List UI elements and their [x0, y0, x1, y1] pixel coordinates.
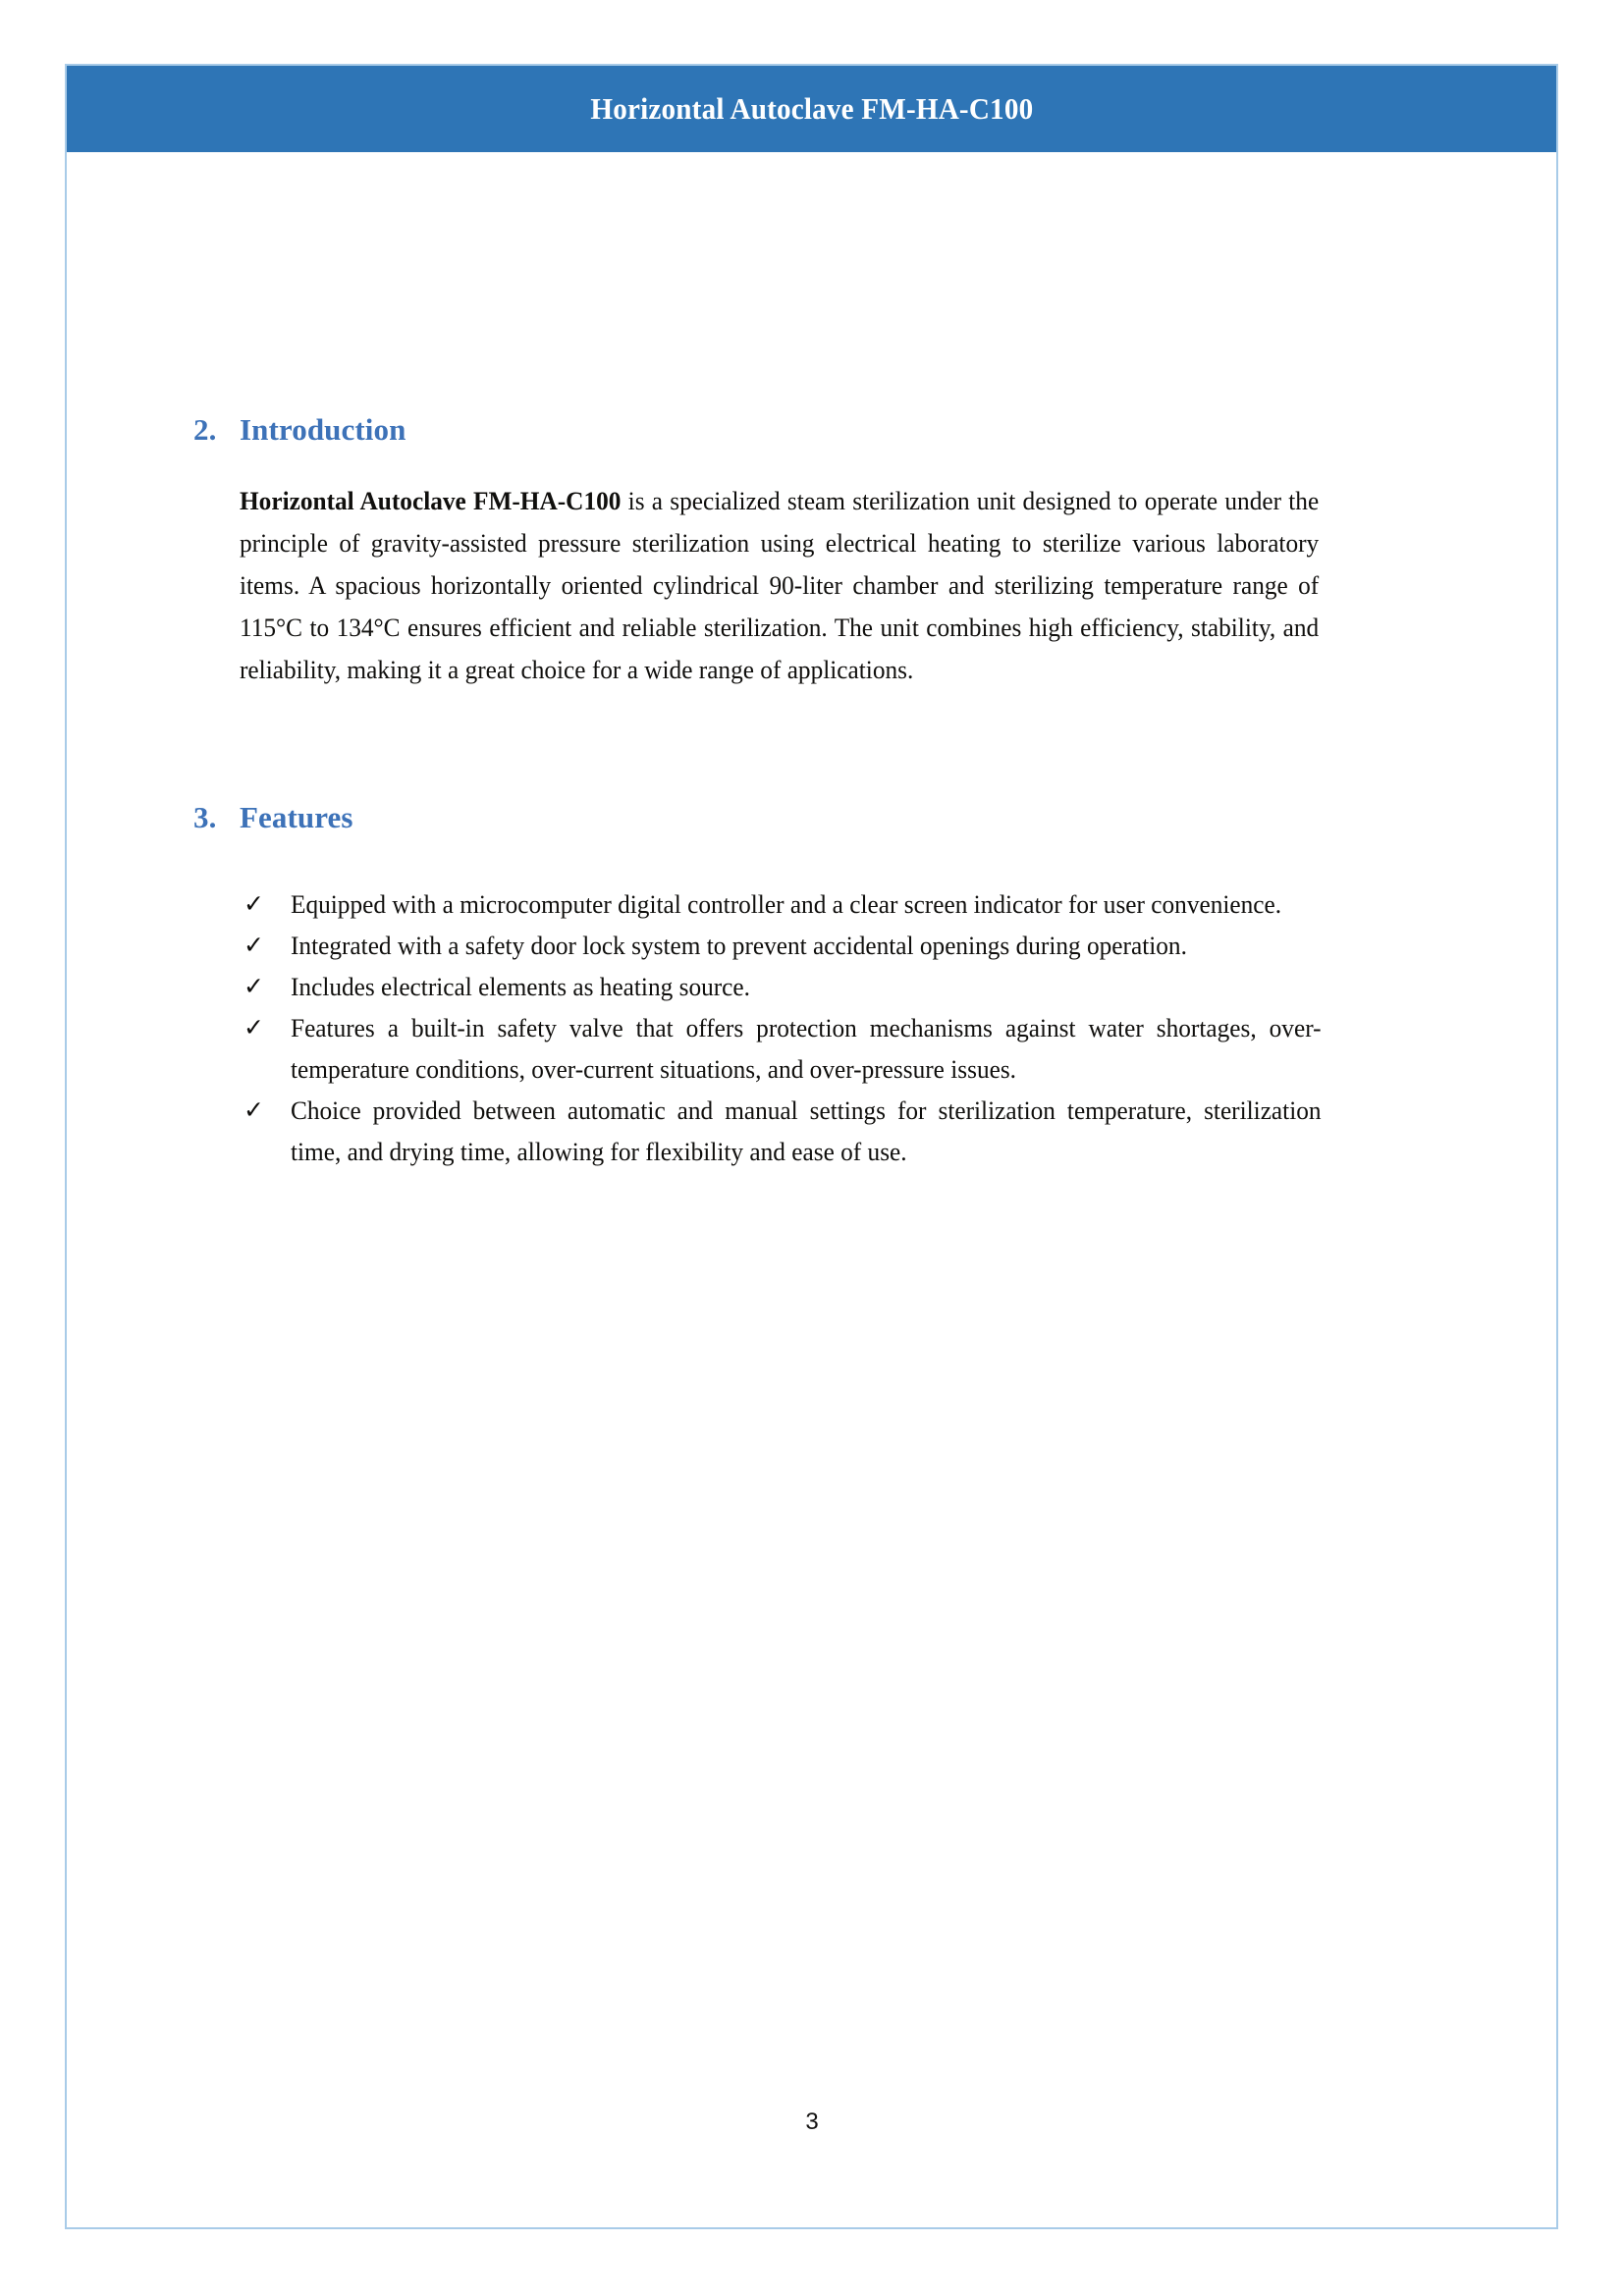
heading-introduction-number: 2. — [193, 412, 217, 447]
heading-introduction — [65, 412, 1558, 448]
section-features — [65, 800, 1558, 1188]
feature-list-item — [240, 966, 1370, 1007]
checkmark-icon: ✓ — [244, 931, 264, 959]
heading-features-text: Features — [240, 800, 353, 834]
feature-list-item — [240, 1007, 1370, 1090]
heading-features — [65, 800, 1558, 835]
page-number: 3 — [805, 2109, 819, 2135]
feature-list-item-text: Features a built-in safety valve that offers protection mechanisms against water shortages, over-temperature conditions, over-current situations, and over-pressure issues. — [291, 1013, 1322, 1084]
feature-list-item-text: Equipped with a microcomputer digital controller and a clear screen indicator for user convenience. — [291, 889, 1282, 919]
checkmark-icon: ✓ — [244, 972, 264, 1000]
checkmark-icon: ✓ — [244, 889, 264, 918]
feature-list-item — [240, 1090, 1370, 1172]
feature-list-item-text: Choice provided between automatic and manual settings for sterilization temperature, sterilization time, and drying time, allowing for flexibility and ease of use. — [291, 1095, 1322, 1166]
page-content — [65, 152, 1558, 2229]
document-title: Horizontal Autoclave FM-HA-C100 — [590, 91, 1033, 126]
introduction-paragraph-rest: is a specialized steam sterilization unit designed to operate under the principle of gravity-assisted pressure sterilization using electrical heating to sterilize various laboratory items. A spacious horizontally oriented cylindrical 90-liter chamber and sterilizing temperature range of 115°C to 134°C ensures efficient and reliable sterilization. The unit combines high efficiency, stability, and reliability, making it a great choice for a wide range of applications. — [240, 486, 1320, 684]
checkmark-icon: ✓ — [244, 1013, 264, 1041]
introduction-paragraph-lead: Horizontal Autoclave FM-HA-C100 — [240, 486, 622, 515]
document-header-banner — [65, 64, 1558, 152]
heading-introduction-text: Introduction — [240, 412, 406, 447]
feature-list-item-text: Includes electrical elements as heating source. — [291, 972, 750, 1001]
section-introduction — [65, 412, 1558, 718]
feature-list-item — [240, 925, 1370, 966]
introduction-paragraph — [240, 480, 1319, 691]
checkmark-icon: ✓ — [244, 1095, 264, 1124]
feature-list-item — [240, 883, 1370, 925]
features-list — [240, 883, 1370, 1172]
feature-list-item-text: Integrated with a safety door lock system to prevent accidental openings during operation. — [291, 931, 1187, 960]
heading-features-number: 3. — [193, 800, 217, 834]
